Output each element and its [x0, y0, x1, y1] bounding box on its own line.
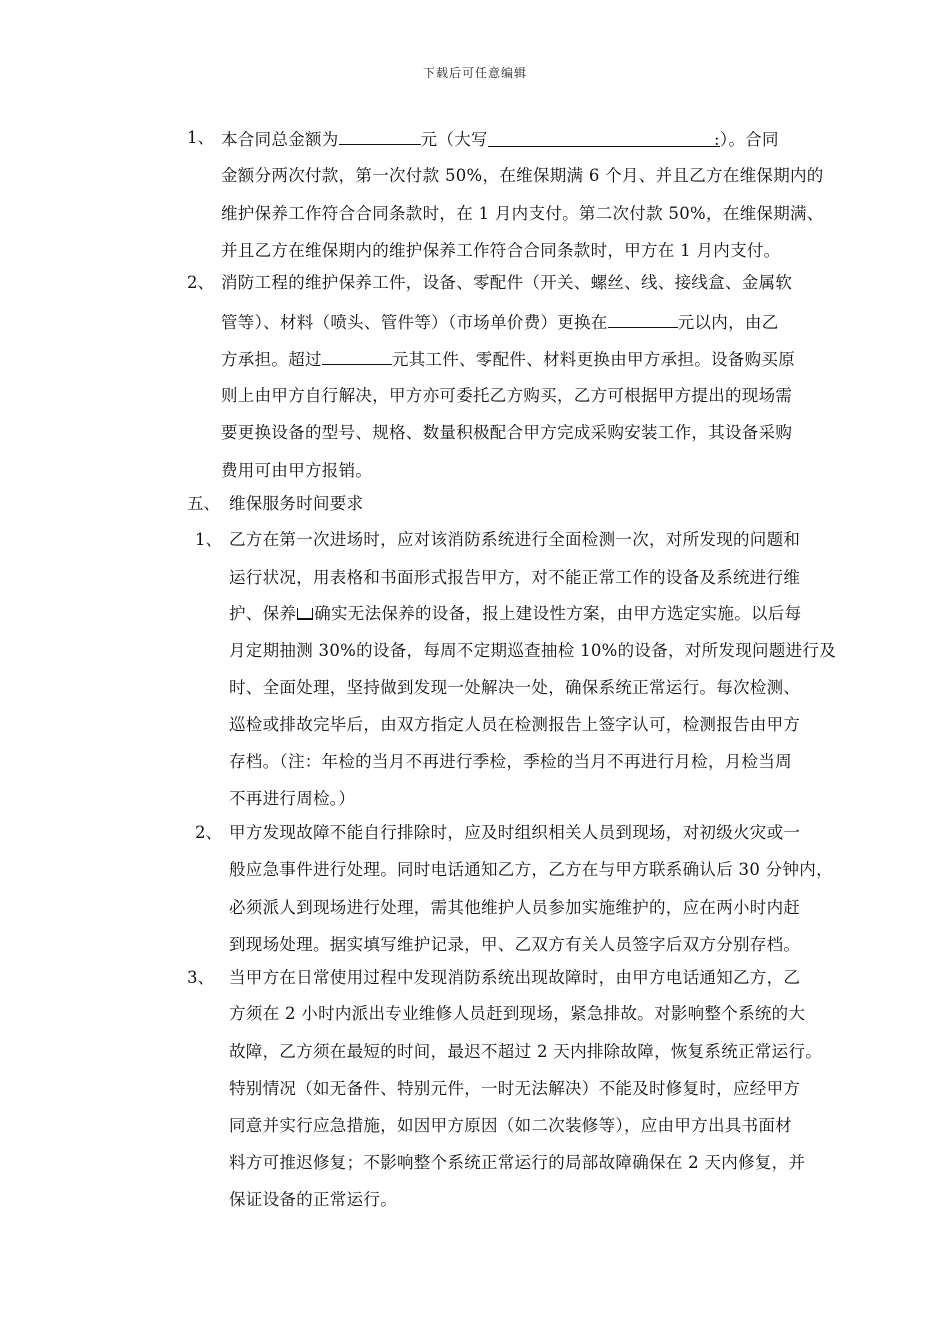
replacement-limit-blank[interactable] — [608, 311, 678, 328]
s1-number: 1、 — [195, 530, 222, 549]
item-1-line-2: 金额分两次付款，第一次付款 50%，在维保期满 6 个月、并且乙方在维保期内的 — [221, 166, 824, 185]
s3-line-2: 方须在 2 小时内派出专业维修人员赶到现场，紧急排故。对影响整个系统的大 — [229, 1004, 806, 1023]
item-1-text-a: 本合同总金额为 — [221, 130, 339, 149]
item-2-text-b: 元以内，由乙 — [677, 313, 779, 332]
item-2-text-a: 管等）、材料（喷头、管件等）（市场单价费）更换在 — [221, 313, 608, 332]
item-1-line-3: 维护保养工作符合合同条款时，在 1 月内支付。第二次付款 50%，在维保期满、 — [221, 204, 824, 223]
s3-line-3: 故障，乙方须在最短的时间，最迟不超过 2 天内排除故障，恢复系统正常运行。 — [229, 1042, 823, 1061]
item-2-line-1: 消防工程的维护保养工件，设备、零配件（开关、螺丝、线、接线盒、金属软 — [221, 273, 793, 292]
s1-line-8: 不再进行周检。） — [229, 789, 356, 808]
s2-line-3: 必须派人到现场进行处理，需其他维护人员参加实施维护的，应在两小时内赶 — [229, 898, 801, 917]
item-2-line-5: 要更换设备的型号、规格、数量积极配合甲方完成采购安装工作，其设备采购 — [221, 423, 793, 442]
s3-line-4: 特别情况（如无备件、特别元件，一时无法解决）不能及时修复时，应经甲方 — [229, 1079, 801, 1098]
s1-line-2: 运行状况，用表格和书面形式报告甲方，对不能正常工作的设备及系统进行维 — [229, 568, 801, 587]
s1-text-a: 护、保养 — [229, 604, 297, 623]
item-1-line-4: 并且乙方在维保期内的维护保养工作符合合同条款时，甲方在 1 月内支付。 — [221, 241, 781, 260]
s3-line-6: 料方可推迟修复；不影响整个系统正常运行的局部故障确保在 2 天内修复，并 — [229, 1153, 806, 1172]
item-2-line-4: 则上由甲方自行解决，甲方亦可委托乙方购买，乙方可根据甲方提出的现场需 — [221, 386, 793, 405]
item-2-line-6: 费用可由甲方报销。 — [221, 461, 373, 480]
section-5-number: 五、 — [187, 494, 220, 513]
s1-line-4: 月定期抽测 30%的设备，每周不定期巡查抽检 10%的设备，对所发现问题进行及 — [229, 641, 837, 660]
item-2-text-d: 元其工件、零配件、材料更换由甲方承担。设备购买原 — [391, 350, 796, 369]
item-2-number: 2、 — [187, 273, 214, 292]
s2-line-1: 甲方发现故障不能自行排除时，应及时组织相关人员到现场，对初级火灾或一 — [229, 823, 801, 842]
s3-line-1: 当甲方在日常使用过程中发现消防系统出现故障时，由甲方电话通知乙方，乙 — [229, 968, 801, 987]
item-2-line-3 — [221, 348, 795, 370]
item-1-number: 1、 — [187, 128, 214, 147]
section-5-title: 维保服务时间要求 — [229, 494, 364, 513]
item-1-line-1 — [221, 128, 779, 150]
s1-line-6: 巡检或排故完毕后，由双方指定人员在检测报告上签字认可，检测报告由甲方 — [229, 715, 801, 734]
s3-line-7: 保证设备的正常运行。 — [229, 1190, 397, 1209]
s1-line-1: 乙方在第一次进场时，应对该消防系统进行全面检测一次，对所发现的问题和 — [229, 530, 801, 549]
total-amount-blank[interactable] — [339, 128, 421, 145]
excess-limit-blank[interactable] — [322, 348, 392, 365]
page-header: 下载后可任意编辑 — [422, 66, 527, 80]
s3-number: 3、 — [187, 968, 214, 987]
s2-line-4: 到现场处理。据实填写维护记录，甲、乙双方有关人员签字后双方分别存档。 — [229, 935, 801, 954]
s2-number: 2、 — [195, 823, 222, 842]
item-1-text-b: 元（大写 — [420, 130, 488, 149]
s1-text-b: 确实无法保养的设备，报上建设性方案，由甲方选定实施。以后每 — [314, 604, 802, 623]
item-2-text-c: 方承担。超过 — [221, 350, 322, 369]
amount-in-words-blank[interactable] — [488, 130, 720, 147]
field-mark: : — [713, 130, 720, 149]
separator-mark — [297, 608, 313, 620]
s1-line-5: 时、全面处理，坚持做到发现一处解决一处，确保系统正常运行。每次检测、 — [229, 678, 801, 697]
item-2-line-2 — [221, 311, 779, 333]
item-1-text-c: ）。合同 — [719, 130, 779, 149]
s1-line-7: 存档。（注：年检的当月不再进行季检，季检的当月不再进行月检，月检当周 — [229, 752, 792, 771]
s2-line-2: 般应急事件进行处理。同时电话通知乙方，乙方在与甲方联系确认后 30 分钟内， — [229, 860, 833, 879]
s1-line-3 — [229, 604, 801, 624]
s3-line-5: 同意并实行应急措施，如因甲方原因（如二次装修等），应由甲方出具书面材 — [229, 1116, 792, 1135]
